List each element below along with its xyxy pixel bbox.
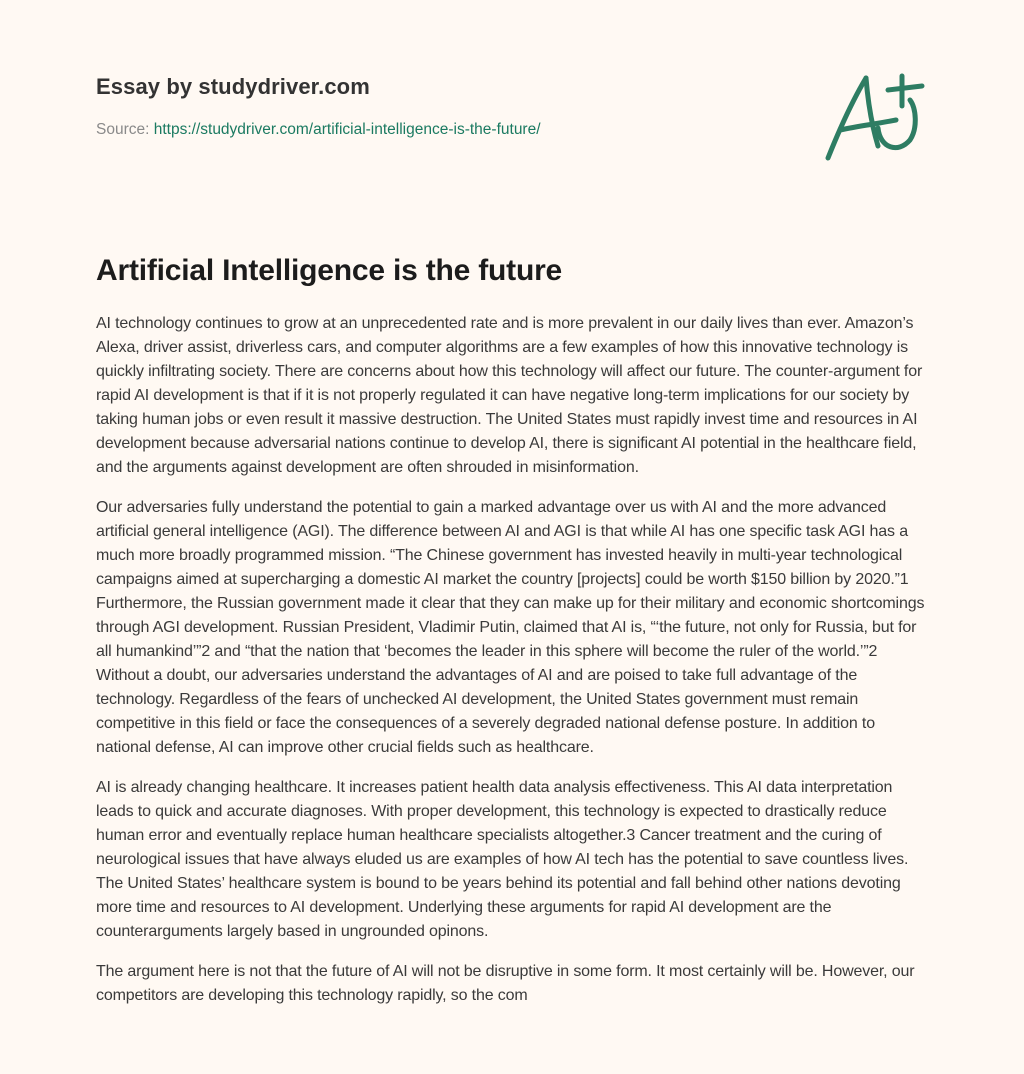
site-title: Essay by studydriver.com xyxy=(96,74,370,99)
essay-paragraph: AI is already changing healthcare. It increases patient health data analysis effectiveness. This AI data interpretation leads to quick and accurate diagnoses. With proper development, this technology is expected to drastically reduce human error and eventually replace human healthcare specialists altogether.3 Cancer treatment and the curing of neurological issues that have always eluded us are examples of how AI tech has the potential to save countless lives. The United States’ healthcare system is bound to be years behind its potential and fall behind other nations devoting more time and resources to AI development. Underlying these arguments for rapid AI development are the counterarguments largely based in ungrounded opinons. xyxy=(96,779,909,940)
essay-title: Artificial Intelligence is the future xyxy=(96,254,563,287)
essay-paragraph: The argument here is not that the future of AI will not be disruptive in some form. It most certainly will be. However, our competitors are developing this technology rapidly, so the com xyxy=(96,963,915,1004)
source-link[interactable]: https://studydriver.com/artificial-intelligence-is-the-future/ xyxy=(153,121,541,138)
essay-content xyxy=(96,254,934,1024)
essay-paragraph: Our adversaries fully understand the potential to gain a marked advantage over us with AI and the more advanced artificial general intelligence (AGI). The difference between AI and AGI is that while AI has one specific task AGI has a much more broadly programmed mission. “The Chinese government has invested heavily in multi-year technological campaigns aimed at supercharging a domestic AI market the country [projects] could be worth $150 billion by 2020.”1 Furthermore, the Russian government made it clear that they can make up for their military and economic shortcomings through AGI development. Russian President, Vladimir Putin, claimed that AI is, “‘the future, not only for Russia, but for all humankind’”2 and “that the nation that ‘becomes the leader in this sphere will become the ruler of the world.’”2 Without a doubt, our adversaries understand the advantages of AI and are poised to take full advantage of the technology. Regardless of the fears of unchecked AI development, the United States government must remain competitive in this field or face the consequences of a severely degraded national defense posture. In addition to national defense, AI can improve other crucial fields such as healthcare. xyxy=(96,499,925,756)
essay-paragraph: AI technology continues to grow at an unprecedented rate and is more prevalent in our daily lives than ever. Amazon’s Alexa, driver assist, driverless cars, and computer algorithms are a few examples of how this innovative technology is quickly infiltrating society. There are concerns about how this technology will affect our future. The counter-argument for rapid AI development is that if it is not properly regulated it can have negative long-term implications for our society by taking human jobs or even result it massive destruction. The United States must rapidly invest time and resources in AI development because adversarial nations continue to develop AI, there is significant AI potential in the healthcare field, and the arguments against development are often shrouded in misinformation. xyxy=(96,315,923,476)
a-plus-logo-icon xyxy=(818,68,930,164)
source-label: Source: xyxy=(96,121,150,138)
site-header xyxy=(96,74,936,139)
source-line xyxy=(96,121,936,139)
